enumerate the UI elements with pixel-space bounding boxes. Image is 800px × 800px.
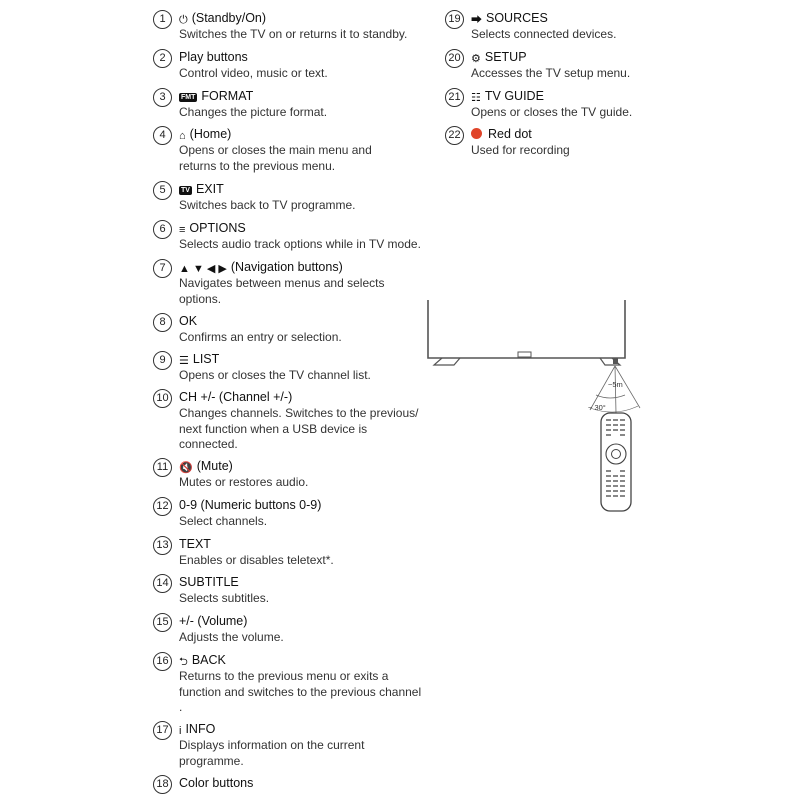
tv-remote-diagram (420, 295, 650, 520)
tv-guide-icon: ☷ (471, 92, 481, 104)
item-title-line (179, 259, 343, 277)
exit-icon: TV (181, 187, 190, 194)
power-icon: ⏻ (179, 14, 188, 26)
item-title: (Mute) (196, 459, 233, 473)
item-number-badge: 13 (153, 536, 172, 555)
item-title-line (179, 721, 215, 739)
item-number-badge: 11 (153, 458, 172, 477)
item-title: EXIT (195, 182, 224, 196)
back-icon: ⮌ (179, 656, 188, 668)
item-title-line (471, 49, 527, 67)
item-number-badge: 5 (153, 181, 172, 200)
item-title: TEXT (179, 537, 211, 551)
item-description: Returns to the previous menu or exits a function and switches to the previous channel . (179, 669, 422, 714)
info-icon: i (179, 725, 182, 737)
item-number-badge: 6 (153, 220, 172, 239)
sources-icon: ⮕ (471, 14, 482, 26)
item-description: Switches back to TV programme. (179, 198, 356, 212)
item-description: Mutes or restores audio. (179, 475, 309, 489)
item-title-line (179, 775, 253, 791)
item-title: SUBTITLE (179, 575, 239, 589)
item-description: Opens or closes the main menu and returns to the previous menu. (179, 143, 372, 173)
item-description: Opens or closes the TV guide. (471, 105, 633, 119)
item-number-badge: 7 (153, 259, 172, 278)
item-description: Navigates between menus and selects options. (179, 276, 385, 306)
item-title: (Navigation buttons) (230, 260, 343, 274)
item-description: Enables or disables teletext*. (179, 553, 334, 567)
item-description: Select channels. (179, 514, 268, 528)
item-title: TV GUIDE (484, 89, 544, 103)
navigation-arrows-icon: ▲ ▼ ◀ ▶ (179, 263, 227, 275)
item-title-line (179, 88, 253, 104)
item-description: Used for recording (471, 143, 570, 157)
item-title: OPTIONS (189, 221, 246, 235)
item-description: Confirms an entry or selection. (179, 330, 342, 344)
item-number-badge: 10 (153, 389, 172, 408)
item-title: FORMAT (201, 89, 254, 103)
list-icon: ☰ (179, 355, 189, 367)
item-title-line (179, 126, 231, 144)
item-title: LIST (192, 352, 220, 366)
item-title-line (179, 49, 248, 65)
item-description: Selects audio track options while in TV mode. (179, 237, 421, 251)
item-description: Selects subtitles. (179, 591, 270, 605)
item-title-line (179, 458, 233, 476)
item-description: Control video, music or text. (179, 66, 328, 80)
item-title: SOURCES (486, 11, 548, 25)
mute-icon: 🔇 (179, 462, 193, 474)
item-number-badge: 4 (153, 126, 172, 145)
angle-label: ~ 30° (588, 403, 606, 412)
item-number-badge: 20 (445, 49, 464, 68)
item-description: Changes channels. Switches to the previous/ next function when a USB device is connected. (179, 406, 419, 451)
item-title: 0-9 (Numeric buttons 0-9) (179, 498, 322, 512)
item-title-line (179, 351, 219, 369)
item-title-line (179, 613, 247, 629)
item-title: CH +/- (Channel +/-) (179, 390, 293, 404)
item-title: (Home) (189, 127, 232, 141)
gear-icon: ⚙ (471, 53, 481, 65)
item-title-line (179, 220, 246, 238)
item-title: (Standby/On) (191, 11, 267, 25)
format-icon: FMT (181, 94, 196, 101)
item-description: Accesses the TV setup menu. (471, 66, 631, 80)
distance-label: ~5m (608, 380, 623, 389)
item-number-badge: 21 (445, 88, 464, 107)
item-title-line (471, 88, 544, 106)
item-description: Selects connected devices. (471, 27, 617, 41)
item-title-line (179, 652, 226, 670)
item-title: SETUP (484, 50, 527, 64)
item-number-badge: 2 (153, 49, 172, 68)
item-title: BACK (191, 653, 226, 667)
item-description: Displays information on the current programme. (179, 738, 365, 768)
item-title-line (179, 497, 321, 513)
item-description: Changes the picture format. (179, 105, 328, 119)
item-title: INFO (185, 722, 216, 736)
item-title-line (179, 181, 224, 197)
item-number-badge: 14 (153, 574, 172, 593)
item-title: Color buttons (179, 776, 254, 790)
item-number-badge: 18 (153, 775, 172, 794)
tv-illustration (428, 300, 625, 365)
remote-illustration (601, 413, 631, 511)
item-title: +/- (Volume) (179, 614, 248, 628)
item-title-line (179, 574, 239, 590)
item-title: Play buttons (179, 50, 248, 64)
item-number-badge: 3 (153, 88, 172, 107)
item-number-badge: 1 (153, 10, 172, 29)
item-number-badge: 22 (445, 126, 464, 145)
red-dot-icon (471, 128, 482, 139)
item-number-badge: 9 (153, 351, 172, 370)
item-number-badge: 12 (153, 497, 172, 516)
item-title: Red dot (488, 127, 532, 141)
item-title-line (179, 10, 266, 28)
item-title-line (179, 536, 211, 552)
item-description: Adjusts the volume. (179, 630, 284, 644)
item-number-badge: 15 (153, 613, 172, 632)
item-number-badge: 17 (153, 721, 172, 740)
item-number-badge: 19 (445, 10, 464, 29)
item-description: Opens or closes the TV channel list. (179, 368, 371, 382)
options-icon: ≡ (179, 224, 186, 236)
item-title-line (179, 389, 292, 405)
item-title-line (471, 126, 532, 142)
item-number-badge: 8 (153, 313, 172, 332)
item-number-badge: 16 (153, 652, 172, 671)
item-description: Switches the TV on or returns it to standby. (179, 27, 408, 41)
item-title-line (179, 313, 197, 329)
item-title: OK (179, 314, 198, 328)
item-title-line (471, 10, 548, 28)
home-icon: ⌂ (179, 130, 186, 142)
